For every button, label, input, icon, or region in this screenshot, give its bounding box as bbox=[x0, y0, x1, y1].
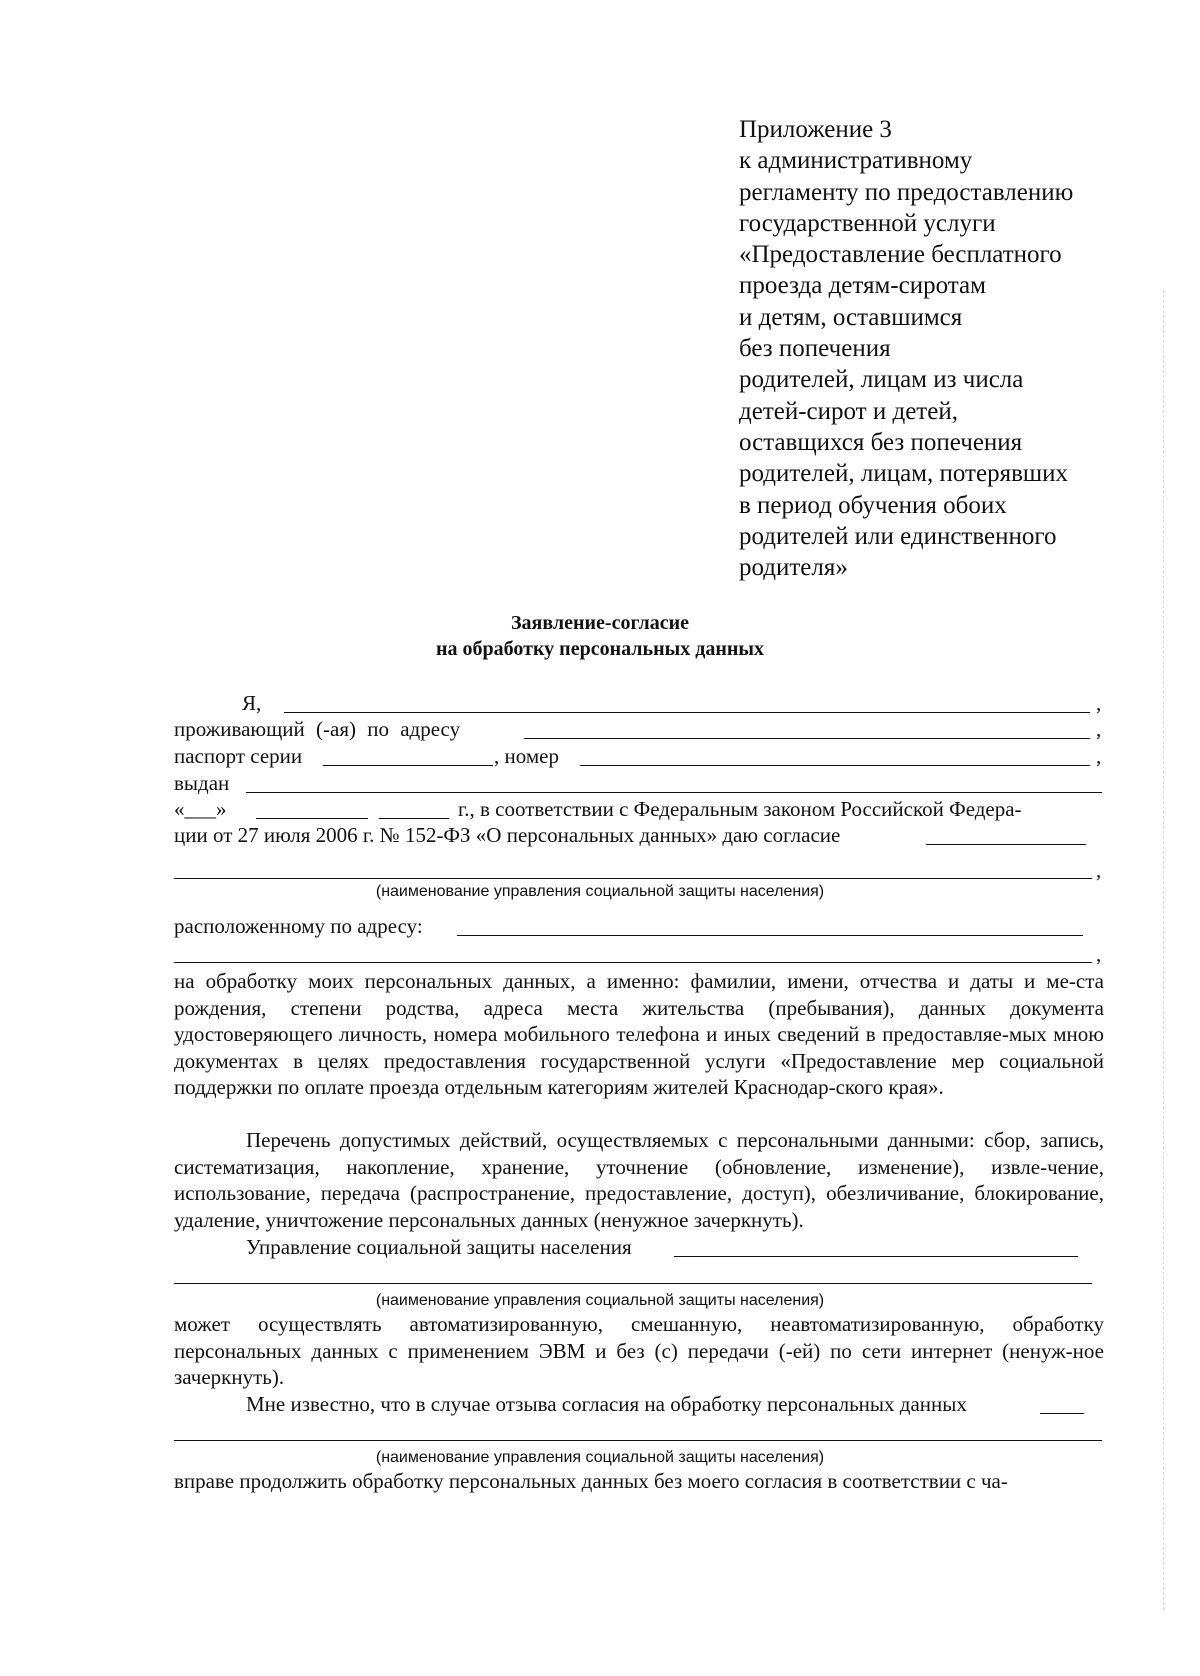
located-field[interactable] bbox=[457, 915, 1083, 936]
comma: , bbox=[1096, 691, 1102, 715]
document-title: Заявление-согласие bbox=[510, 612, 690, 634]
appendix-line: регламенту по предоставлению bbox=[739, 178, 1074, 206]
row-law bbox=[174, 822, 1104, 849]
appendix-line: к административному bbox=[739, 147, 973, 175]
appendix-block bbox=[739, 114, 1159, 583]
revocation-field[interactable] bbox=[1040, 1393, 1084, 1414]
appendix-line: родителей, лицам, потерявших bbox=[739, 460, 1069, 488]
scan-edge-divider bbox=[1163, 290, 1165, 1610]
passport-series-label: паспорт серии bbox=[174, 744, 303, 768]
paragraph-actions: Перечень допустимых действий, осуществляемых с персональными данными: сбор, запись, систематизация, накопление, хранение, уточнение (обновление, изменение), извле-чение, использование, передача (распространение, предоставление, доступ), обезличивание, блокирование, удаление, уничтожение персональных данных (ненужное зачеркнуть). bbox=[174, 1128, 1104, 1232]
passport-number-field[interactable] bbox=[580, 745, 1090, 766]
located-field-continued[interactable] bbox=[174, 962, 1092, 963]
appendix-line: детей-сирот и детей, bbox=[739, 397, 958, 425]
appendix-line: в период обучения обоих bbox=[739, 491, 1007, 519]
appendix-line: родителей, лицам из числа bbox=[739, 366, 1024, 394]
appendix-line: и детям, оставшимся bbox=[739, 303, 963, 331]
caption-revocation: (наименование управления социальной защиты населения) bbox=[375, 1449, 825, 1466]
passport-series-field[interactable] bbox=[323, 745, 493, 766]
appendix-line: проезда детям-сиротам bbox=[739, 272, 986, 300]
date-text: г., в соответствии с Федеральным законом Российской Федера- bbox=[458, 797, 1022, 821]
issued-label: выдан bbox=[174, 771, 230, 795]
paragraph-data-list: на обработку моих персональных данных, а именно: фамилии, имени, отчества и даты и ме-ста рождения, степени родства, адреса места жительства (пребывания), данных документа удостоверяющего личность, номера мобильного телефона и иных сведений в предоставляе-мых мною документах в целях предоставления государственной услуги «Предоставление мер социальной поддержки по оплате проезда отдельным категориям жителей Краснодар-ского края». bbox=[174, 969, 1104, 1099]
number-label: , номер bbox=[494, 744, 559, 768]
row-revocation bbox=[174, 1391, 1104, 1418]
row-passport bbox=[174, 743, 1104, 770]
department-label: Управление социальной защиты населения bbox=[246, 1235, 632, 1259]
appendix-line: государственной услуги bbox=[739, 209, 996, 237]
department-name-line[interactable] bbox=[174, 1283, 1092, 1284]
name-field[interactable] bbox=[284, 692, 1090, 713]
comma: , bbox=[1096, 858, 1102, 882]
comma: , bbox=[1096, 717, 1102, 741]
appendix-line: оставщихся без попечения bbox=[739, 428, 1023, 456]
paragraph-processing: может осуществлять автоматизированную, смешанную, неавтоматизированную, обработку персональных данных с применением ЭВМ и без (с) передачи (-ей) по сети интернет (ненуж-ное зачеркнуть). bbox=[174, 1312, 1104, 1389]
law-text: ции от 27 июля 2006 г. № 152-ФЗ «О персональных данных» даю согласие bbox=[174, 823, 841, 847]
appendix-line: родителей или единственного bbox=[739, 522, 1057, 550]
caption-department: (наименование управления социальной защиты населения) bbox=[375, 1292, 825, 1309]
row-issued bbox=[174, 770, 1104, 797]
date-month-field[interactable] bbox=[256, 798, 368, 819]
address-field[interactable] bbox=[524, 718, 1090, 739]
revocation-name-line[interactable] bbox=[174, 1440, 1102, 1441]
appendix-line: «Предоставление бесплатного bbox=[739, 241, 1062, 269]
comma: , bbox=[1096, 942, 1102, 966]
date-day[interactable]: «___» bbox=[174, 797, 227, 821]
date-year-field[interactable] bbox=[379, 798, 449, 819]
appendix-line: без попечения bbox=[739, 335, 891, 363]
consent-recipient-field[interactable] bbox=[926, 824, 1086, 845]
row-address bbox=[174, 716, 1104, 743]
i-label: Я, bbox=[242, 691, 262, 715]
paragraph-continue: вправе продолжить обработку персональных данных без моего согласия в соответствии с ча- bbox=[174, 1469, 1008, 1493]
row-department bbox=[174, 1234, 1104, 1261]
document-subtitle: на обработку персональных данных bbox=[436, 638, 764, 660]
appendix-line: Приложение 3 bbox=[739, 116, 892, 143]
row-date bbox=[174, 796, 1104, 823]
located-label: расположенному по адресу: bbox=[174, 914, 423, 938]
caption-recipient: (наименование управления социальной защиты населения) bbox=[375, 883, 825, 900]
row-name bbox=[174, 690, 1104, 717]
address-label: проживающий (-ая) по адресу bbox=[174, 717, 461, 741]
comma: , bbox=[1096, 744, 1102, 768]
revocation-text: Мне известно, что в случае отзыва согласия на обработку персональных данных bbox=[246, 1392, 967, 1416]
row-located bbox=[174, 913, 1104, 940]
appendix-line: родителя» bbox=[739, 554, 848, 582]
recipient-name-line[interactable] bbox=[174, 878, 1092, 879]
issued-field[interactable] bbox=[246, 772, 1102, 793]
department-field[interactable] bbox=[674, 1236, 1078, 1257]
